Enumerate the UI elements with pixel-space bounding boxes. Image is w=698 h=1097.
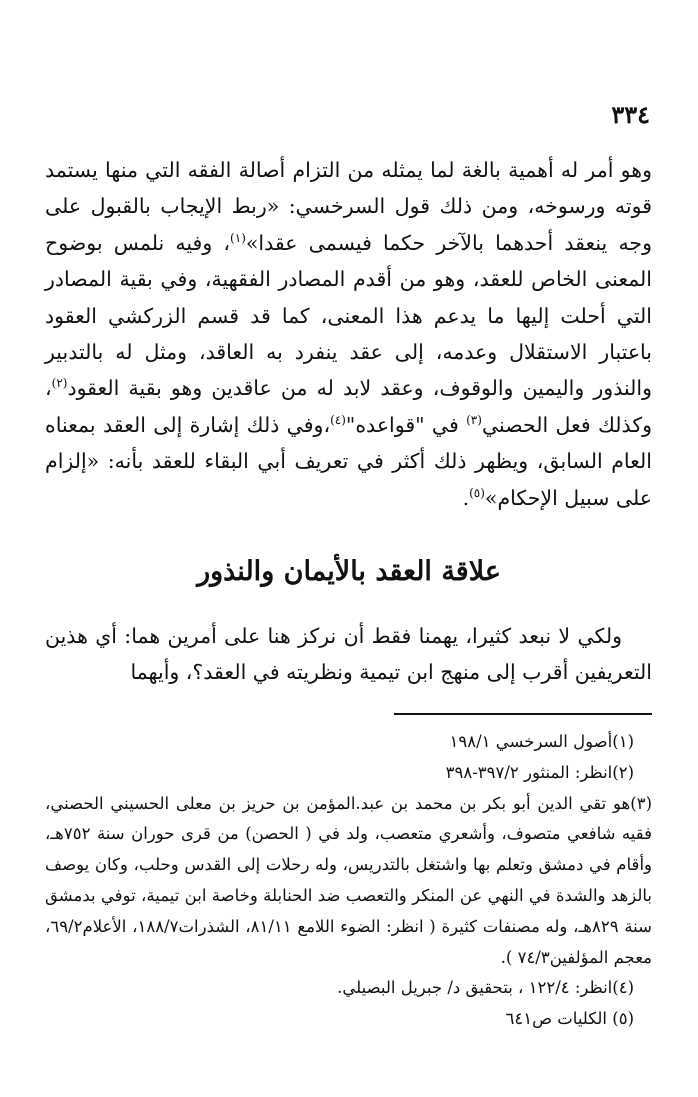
main-paragraph <box>45 152 652 516</box>
page-number: ٣٣٤ <box>611 100 650 129</box>
footnote-ref-4[interactable]: (٤) <box>330 413 346 428</box>
paragraph-1 <box>45 152 652 516</box>
paragraph-text-segment: في "قواعده" <box>345 412 467 437</box>
footnote-divider <box>394 713 652 715</box>
footnote-ref-5[interactable]: (٥) <box>469 485 485 500</box>
footnote-ref-2[interactable]: (٢) <box>51 376 68 391</box>
paragraph-text-segment: ،وفي ذلك إشارة إلى العقد بمعناه العام السابق، ويظهر ذلك أكثر في تعريف أبي البقاء للعقد بأنه: «إلزام على سبيل الإحكام» <box>45 412 652 510</box>
paragraph-2: ولكي لا نبعد كثيرا، يهمنا فقط أن نركز هنا على أمرين هما: أي هذين التعريفين أقرب إلى منهج ابن تيمية ونظريته في العقد؟، وأيهما <box>45 624 652 685</box>
footnotes-section <box>45 727 652 1035</box>
paragraph-text-segment: ، وفيه نلمس بوضوح المعنى الخاص للعقد، وهو من أقدم المصادر الفقهية، وفي بقية المصادر التي أحلت إليها ما يدعم هذا المعنى، كما قد قسم الزركشي العقود باعتبار الاستقلال وعدمه، إلى عقد ينفرد به العاقد، ومثل له بالتدبير والنذور واليمين والوقوف، وعقد لابد له من عاقدين وهو بقية العقود <box>45 230 652 401</box>
footnote-2: (٢)انظر: المنثور ٣٩٧/٢-٣٩٨ <box>445 762 634 782</box>
footnote-3: (٣)هو تقي الدين أبو بكر بن محمد بن عبد.المؤمن بن حريز بن معلى الحسيني الحصني، فقيه شافعي متصوف، وأشعري متعصب، ولد في ( الحصن) من قرى حوران سنة ٧٥٢هـ، وأقام في دمشق وتعلم بها واشتغل بالتدريس، وله رحلات إلى القدس وحلب، وكان يوصف بالزهد والشدة في النهي عن المنكر والتعصب ضد الحنابلة وخاصة ابن تيمية، توفي بدمشق سنة ٨٢٩هـ، وله مصنفات كثيرة ( انظر: الضوء اللامع ٨١/١١، الشذرات١٨٨/٧، الأعلام٦٩/٢، معجم المؤلفين٧٤/٣ ). <box>45 793 652 967</box>
footnote-1: (١)أصول السرخسي ١٩٨/١ <box>449 732 634 751</box>
paragraph-text-segment: . <box>462 485 470 510</box>
section-heading: علاقة العقد بالأيمان والنذور <box>197 556 501 587</box>
footnote-ref-1[interactable]: (١) <box>230 230 246 245</box>
footnote-ref-3[interactable]: (٣) <box>466 413 482 428</box>
footnote-5: (٥) الكليات ص٦٤١ <box>505 1009 634 1029</box>
paragraph-text-segment: ، وكذلك فعل الحصني <box>45 376 652 437</box>
footnote-4: (٤)انظر: ١٢٢/٤ ، بتحقيق د/ جبريل البصيلي. <box>337 978 634 998</box>
paragraph-text-segment: وهو أمر له أهمية بالغة لما يمثله من التزام أصالة الفقه التي منها يستمد قوته ورسوخه، ومن ذلك قول السرخسي: «ربط الإيجاب بالقبول على وجه ينعقد أحدهما بالآخر حكما فيسمى عقدا» <box>45 158 653 255</box>
second-paragraph <box>45 618 652 691</box>
